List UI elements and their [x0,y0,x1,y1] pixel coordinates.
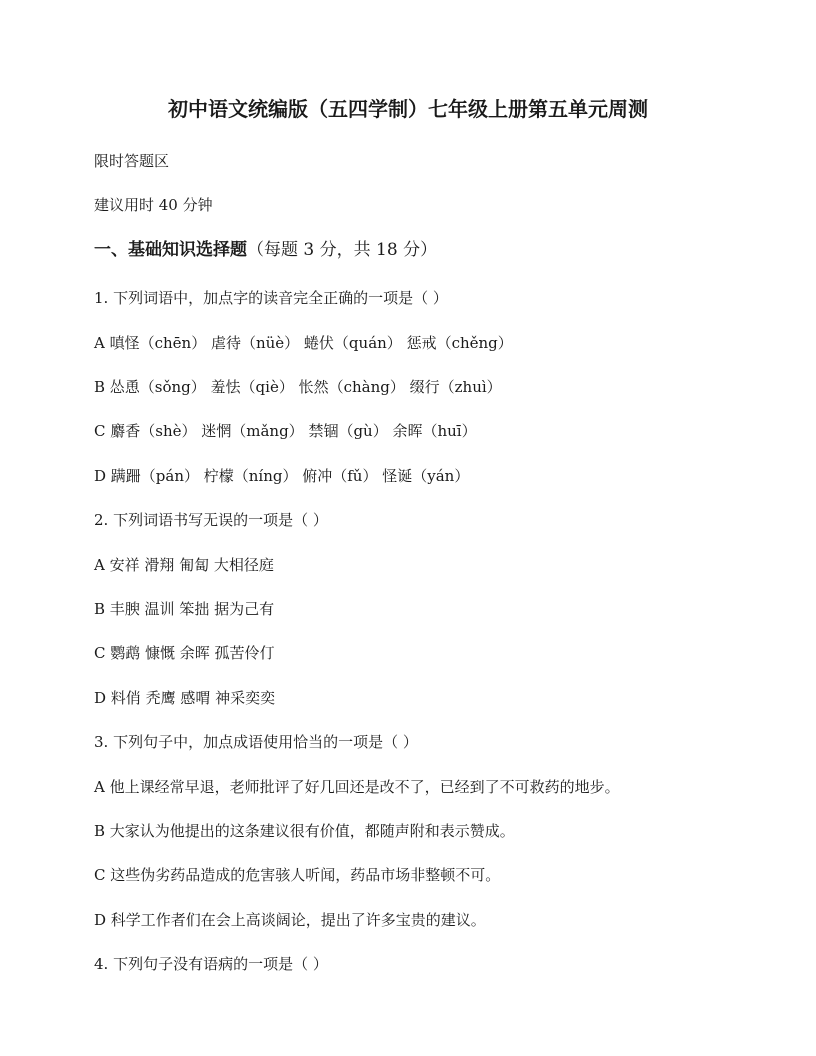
question-2-option-d: D 料俏 秃鹰 感喟 神采奕奕 [94,689,276,707]
section-score-note: （每题 3 分，共 18 分） [247,240,438,260]
question-1-option-d: D 蹒跚（pán） 柠檬（níng） 俯冲（fǔ） 怪诞（yán） [94,467,470,485]
question-1-option-c: C 麝香（shè） 迷惘（mǎng） 禁锢（gù） 余晖（huī） [94,422,477,440]
question-2-stem: 2. 下列词语书写无误的一项是（ ） [94,511,328,529]
question-1-option-a: A 嗔怪（chēn） 虐待（nüè） 蜷伏（quán） 惩戒（chěng） [94,334,513,352]
section-heading [94,238,437,262]
question-1-stem: 1. 下列词语中，加点字的读音完全正确的一项是（ ） [94,289,448,307]
time-label: 建议用时 40 分钟 [94,196,213,214]
question-3-option-b: B 大家认为他提出的这条建议很有价值，都随声附和表示赞成。 [94,822,515,840]
question-3-option-a: A 他上课经常早退，老师批评了好几回还是改不了，已经到了不可救药的地步。 [94,778,620,796]
question-3-option-c: C 这些伪劣药品造成的危害骇人听闻，药品市场非整顿不可。 [94,866,501,884]
question-4-stem: 4. 下列句子没有语病的一项是（ ） [94,955,328,973]
question-1-option-b: B 怂恿（sǒng） 羞怯（qiè） 怅然（chàng） 缀行（zhuì） [94,378,502,396]
question-3-option-d: D 科学工作者们在会上高谈阔论，提出了许多宝贵的建议。 [94,911,486,929]
question-2-option-c: C 鹦鹉 慷慨 余晖 孤苦伶仃 [94,644,275,662]
question-2-option-a: A 安祥 滑翔 匍匐 大相径庭 [94,556,274,574]
section-title: 一、基础知识选择题 [94,240,247,260]
question-3-stem: 3. 下列句子中，加点成语使用恰当的一项是（ ） [94,733,418,751]
zone-label: 限时答题区 [94,152,170,170]
document-title: 初中语文统编版（五四学制）七年级上册第五单元周测 [168,97,648,121]
question-2-option-b: B 丰腴 温训 笨拙 据为己有 [94,600,275,618]
